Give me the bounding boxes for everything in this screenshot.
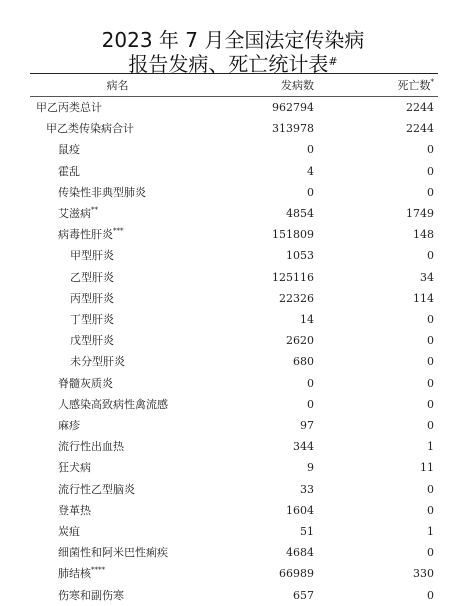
- cases-value: 125116: [272, 270, 314, 284]
- deaths-value: 0: [427, 185, 434, 199]
- disease-name-text: 炭疽: [58, 525, 80, 538]
- cases-value: 1053: [286, 249, 314, 263]
- deaths-value: 114: [413, 291, 434, 305]
- disease-name-text: 伤寒和副伤寒: [58, 588, 124, 602]
- table-row: [30, 245, 438, 266]
- disease-name-text: 肺结核: [58, 567, 91, 581]
- cases-value: 14: [300, 313, 314, 326]
- deaths-value: 148: [413, 228, 434, 242]
- subtitle-text: 报告发病、死亡统计表: [128, 52, 329, 76]
- table-row: [30, 542, 438, 563]
- deaths-value: 1749: [406, 207, 434, 220]
- disease-name: [58, 182, 146, 203]
- table-row: [30, 161, 438, 182]
- disease-name-text: 狂犬病: [58, 461, 91, 475]
- cases-value: 4: [307, 164, 314, 178]
- footnote-mark: ***: [113, 227, 124, 236]
- deaths-value: 0: [427, 482, 434, 496]
- header-deaths: [398, 75, 435, 96]
- cases-value: 51: [300, 525, 314, 538]
- cases-value: 1604: [286, 503, 314, 517]
- footnote-mark: *: [430, 78, 434, 86]
- disease-name: [70, 330, 114, 351]
- disease-name: [70, 351, 125, 372]
- deaths-value: 1: [427, 440, 434, 454]
- disease-name-text: 戊型肝炎: [70, 334, 114, 348]
- header-cases: 发病数: [281, 79, 314, 92]
- table-row: [30, 436, 438, 457]
- deaths-value: 2244: [406, 101, 434, 114]
- cases-value: 962794: [272, 101, 314, 114]
- deaths-value: 330: [413, 567, 434, 581]
- deaths-value: 0: [427, 376, 434, 390]
- deaths-value: 0: [427, 419, 434, 432]
- disease-name-text: 细菌性和阿米巴性痢疾: [58, 546, 168, 560]
- table-row: [30, 500, 438, 521]
- table-row: [30, 118, 438, 139]
- deaths-value: 0: [427, 143, 434, 157]
- disease-name-text: 霍乱: [58, 164, 80, 178]
- table-row: [30, 203, 438, 224]
- cases-value: 657: [293, 588, 314, 602]
- disease-name-text: 流行性出血热: [58, 440, 124, 454]
- disease-name-text: 传染性非典型肺炎: [58, 185, 146, 199]
- cases-value: 66989: [279, 567, 314, 581]
- table-row: [30, 585, 438, 606]
- deaths-value: 1: [427, 525, 434, 538]
- cases-value: 33: [300, 482, 314, 496]
- disease-name: [58, 436, 124, 457]
- disease-name-text: 流行性乙型脑炎: [58, 482, 135, 496]
- table-row: [30, 182, 438, 203]
- disease-name-text: 麻疹: [58, 419, 80, 432]
- disease-name: [58, 479, 135, 500]
- disease-name: [70, 267, 114, 288]
- disease-name-text: 鼠疫: [58, 143, 80, 157]
- cases-value: 0: [307, 143, 314, 157]
- disease-name-text: 丁型肝炎: [70, 313, 114, 326]
- disease-name-text: 未分型肝炎: [70, 355, 125, 369]
- disease-name-text: 丙型肝炎: [70, 291, 114, 305]
- cases-value: 680: [293, 355, 314, 369]
- table-row: [30, 309, 438, 330]
- table-row: [30, 457, 438, 478]
- table-row: [30, 267, 438, 288]
- disease-name-text: 脊髓灰质炎: [58, 376, 113, 390]
- footnote-mark: **: [91, 206, 98, 214]
- disease-name: [70, 309, 114, 330]
- table-row: [30, 521, 438, 542]
- disease-name: [58, 394, 168, 415]
- header-disease-name: 病名: [106, 79, 129, 92]
- disease-name-text: 乙型肝炎: [70, 270, 114, 284]
- table-row: [30, 97, 438, 118]
- cases-value: 4854: [286, 207, 314, 220]
- table-top-rule: [30, 73, 438, 74]
- cases-value: 151809: [272, 228, 314, 242]
- disease-name: [58, 415, 80, 436]
- deaths-value: 0: [427, 503, 434, 517]
- footnote-mark: ****: [91, 566, 105, 575]
- disease-name-text: 艾滋病: [58, 207, 91, 220]
- deaths-value: 0: [427, 355, 434, 369]
- page-title: 2023 年 7 月全国法定传染病: [101, 28, 365, 52]
- disease-name-text: 病毒性肝炎: [58, 228, 113, 242]
- cases-value: 9: [307, 461, 314, 475]
- table-row: [30, 330, 438, 351]
- table-row: [30, 373, 438, 394]
- cases-value: 22326: [279, 291, 314, 305]
- disease-name: [58, 585, 124, 606]
- table-row: [30, 351, 438, 372]
- header-deaths-label: 死亡数: [397, 79, 431, 92]
- disease-name: [58, 203, 98, 224]
- disease-name: [58, 542, 168, 563]
- cases-value: 0: [307, 397, 314, 411]
- table-row: [30, 415, 438, 436]
- table-row: [30, 288, 438, 309]
- disease-name-text: 甲型肝炎: [70, 249, 114, 263]
- cases-value: 0: [307, 376, 314, 390]
- disease-name: [58, 500, 91, 521]
- disease-name: [70, 288, 114, 309]
- deaths-value: 34: [420, 270, 434, 284]
- deaths-value: 0: [427, 397, 434, 411]
- deaths-value: 0: [427, 334, 434, 348]
- disease-name: [46, 118, 134, 139]
- deaths-value: 0: [427, 164, 434, 178]
- disease-name: [58, 563, 105, 584]
- cases-value: 2620: [286, 334, 314, 348]
- disease-name: [58, 457, 91, 478]
- footnote-mark: #: [328, 55, 338, 68]
- table-header: [30, 75, 438, 96]
- deaths-value: 11: [420, 461, 434, 475]
- table-row: [30, 394, 438, 415]
- disease-name: [58, 161, 80, 182]
- disease-name: [70, 245, 114, 266]
- disease-name: [58, 224, 124, 245]
- disease-name: [58, 521, 80, 542]
- disease-name-text: 甲乙丙类总计: [36, 101, 102, 114]
- deaths-value: 0: [427, 588, 434, 602]
- table-row: [30, 224, 438, 245]
- cases-value: 344: [293, 440, 314, 454]
- table-row: [30, 139, 438, 160]
- table-row: [30, 563, 438, 584]
- cases-value: 313978: [272, 122, 314, 136]
- deaths-value: 2244: [406, 122, 434, 136]
- table-row: [30, 479, 438, 500]
- deaths-value: 0: [427, 546, 434, 560]
- disease-name: [58, 139, 80, 160]
- cases-value: 0: [307, 185, 314, 199]
- cases-value: 97: [300, 419, 314, 432]
- disease-name-text: 登革热: [58, 503, 91, 517]
- disease-name: [36, 97, 102, 118]
- deaths-value: 0: [427, 249, 434, 263]
- deaths-value: 0: [427, 313, 434, 326]
- cases-value: 4684: [286, 546, 314, 560]
- disease-name-text: 人感染高致病性禽流感: [58, 397, 168, 411]
- disease-name: [58, 373, 113, 394]
- disease-name-text: 甲乙类传染病合计: [46, 122, 134, 136]
